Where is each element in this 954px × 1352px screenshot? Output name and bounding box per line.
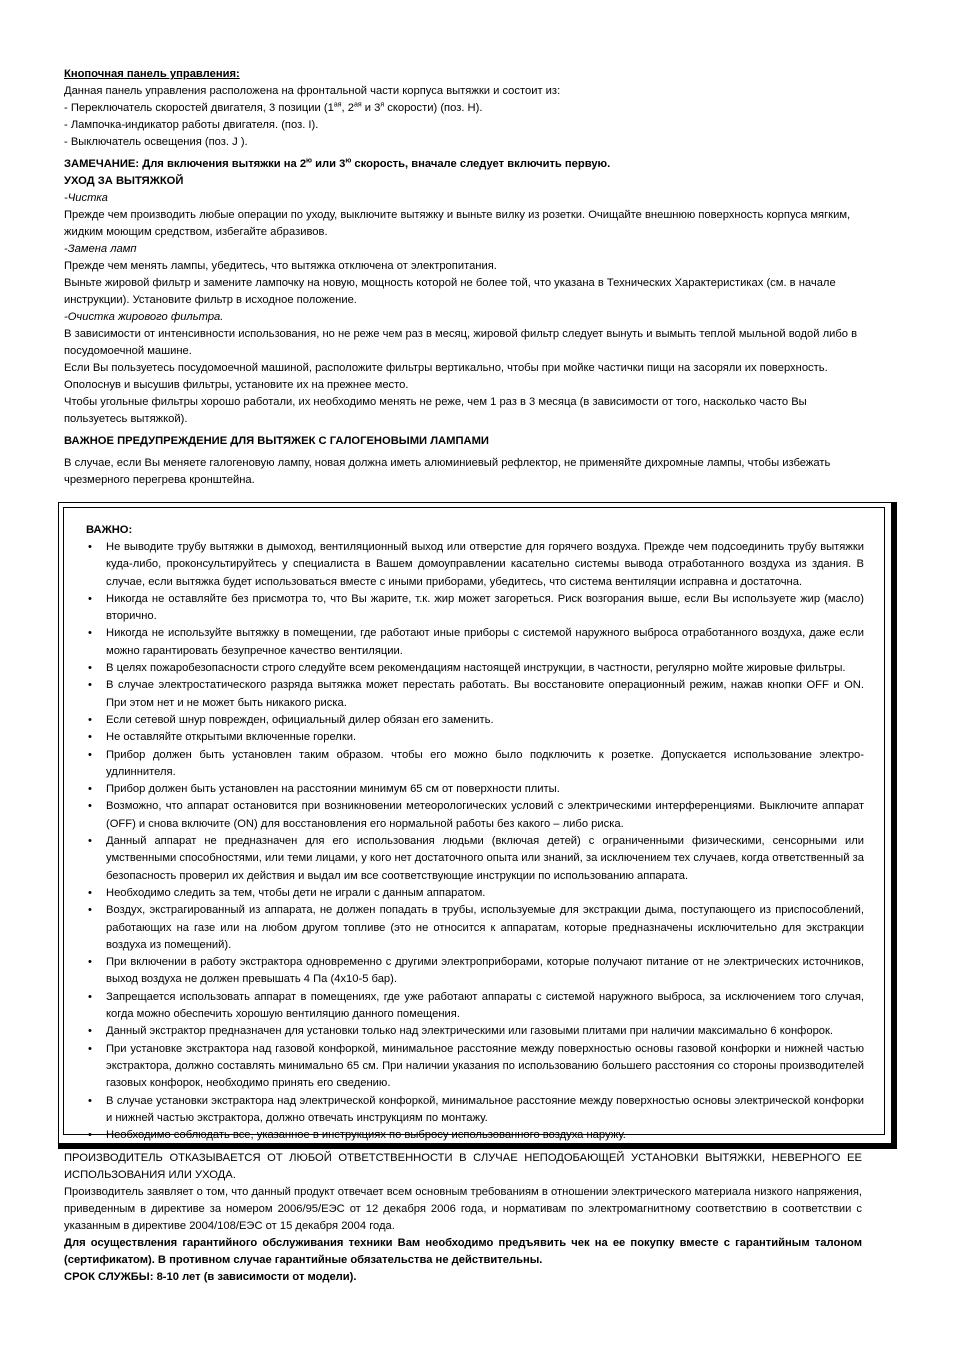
bullet-icon: • bbox=[88, 956, 92, 969]
bullet-icon: • bbox=[88, 679, 92, 692]
important-item: • Не оставляйте открытыми включенные горелки. bbox=[86, 729, 864, 746]
important-item: • При включении в работу экстрактора одновременно с другими электроприборами, которые получают питание от не электрических источников, выход воздуха не должен превышать 4 Па (4х10-5 бар). bbox=[88, 956, 864, 986]
warranty-note: Для осуществления гарантийного обслуживания техники Вам необходимо предъявить чек на ее покупку вместе с гарантийным талоном (сертификатом). В противном случае гарантийные обязательства не действительны. bbox=[64, 1237, 862, 1266]
important-item: • Необходимо следить за тем, чтобы дети не играли с данным аппаратом. bbox=[86, 885, 864, 902]
filter-text-1: В зависимости от интенсивности использования, но не реже чем раз в месяц, жировой фильтр следует вынуть и вымыть теплой мыльной водой либо в посудомоечной машине. bbox=[64, 328, 858, 357]
page-top bbox=[64, 66, 868, 489]
bullet-icon: • bbox=[88, 1094, 92, 1107]
important-item: • Данный экстрактор предназначен для установки только над электрическими или газовыми плитами при наличии максимально 6 конфорок. bbox=[86, 1023, 864, 1040]
important-item: • В случае электростатического разряда вытяжка может перестать работать. Вы восстановите операционный режим, нажав кнопки OFF и ON. При этом нет и не может быть никакого риска. bbox=[88, 679, 864, 709]
filter-text-2: Если Вы пользуетесь посудомоечной машиной, расположите фильтры вертикально, чтобы при мойке частички пищи на засоряли их поверхность. Ополоснув и высушив фильтры, установите их на прежнее место. bbox=[64, 362, 828, 391]
important-item: • Воздух, экстрагированный из аппарата, не должен попадать в трубы, используемые для экстракции дыма, поступающего из приспособлений, работающих на газе или на любом другом топливе (это не относится к аппаратам, которые предназначены исключительно для экстракции воздуха из помещений). bbox=[88, 904, 864, 951]
important-item: • Если сетевой шнур поврежден, официальный дилер обязан его заменить. bbox=[86, 712, 864, 729]
important-item: • Возможно, что аппарат остановится при возникновении метеорологических условий с электрическими интерференциями. Выключите аппарат (OFF) и снова включите (ON) для восстановления его нормальной работы без какого – либо риска. bbox=[88, 800, 864, 830]
bullet-icon: • bbox=[88, 886, 92, 899]
disclaimer: ПРОИЗВОДИТЕЛЬ ОТКАЗЫВАЕТСЯ ОТ ЛЮБОЙ ОТВЕТСТВЕННОСТИ В СЛУЧАЕ НЕПОДОБАЮЩЕЙ УСТАНОВКИ ВЫТЯЖКИ, НЕВЕРНОГО ЕЕ ИСПОЛЬЗОВАНИЯ ИЛИ УХОДА. bbox=[64, 1152, 862, 1181]
halogen-heading: ВАЖНОЕ ПРЕДУПРЕЖДЕНИЕ ДЛЯ ВЫТЯЖЕК С ГАЛОГЕНОВЫМИ ЛАМПАМИ bbox=[64, 435, 489, 447]
lamp-text-1: Прежде чем менять лампы, убедитесь, что вытяжка отключена от электропитания. bbox=[64, 260, 497, 272]
control-panel-item-speed: - Переключатель скоростей двигателя, 3 позиции ($1^{ая}$, $2^{ая}$ и $3^я$ скорости) (поз. H). bbox=[64, 101, 483, 114]
filter-text-3: Чтобы угольные фильтры хорошо работали, их необходимо менять не реже, чем 1 раз в 3 месяца (в зависимости от того, насколько часто Вы пользуетесь вытяжкой). bbox=[64, 396, 807, 425]
compliance-statement: Производитель заявляет о том, что данный продукт отвечает всем основным требованиям в отношении электрического материала низкого напряжения, приведенным в директиве за номером 2006/95/ЕЭС от 12 декабря 2006 года, и нормативам по электромагнитному соответствию в соответствии с указанным в директиве 2004/108/ЕЭС от 15 декабря 2004 года. bbox=[64, 1186, 862, 1232]
filter-title: -Очистка жирового фильтра. bbox=[64, 311, 224, 323]
halogen-text: В случае, если Вы меняете галогеновую лампу, новая должна иметь алюминиевый рефлектор, не применяйте дихромные лампы, чтобы избежать чрезмерного перегрева кронштейна. bbox=[64, 457, 831, 486]
important-item: • Данный аппарат не предназначен для его использования людьми (включая детей) с ограниченными физическими, сенсорными или умственными способностями, или теми лицами, у кого нет достаточного опыта или знаний, за исключением тех случаев, когда ответственный за безопасность проверил их действия и выдал им все соответствующие инструкции по использованию аппарата. bbox=[88, 835, 864, 882]
important-list bbox=[86, 539, 864, 1144]
cleaning-text: Прежде чем производить любые операции по уходу, выключите вытяжку и выньте вилку из розетки. Очищайте внешнюю поверхность корпуса мягким, жидким моющим средством, избегайте абразивов. bbox=[64, 209, 851, 238]
bullet-icon: • bbox=[88, 904, 92, 917]
lamp-text-2: Выньте жировой фильтр и замените лампочку на новую, мощность которой не более той, что указана в Технических Характеристиках (см. в начале инструкции). Установите фильтр в исходное положение. bbox=[64, 277, 836, 306]
bullet-icon: • bbox=[88, 748, 92, 761]
important-box-inner bbox=[63, 507, 885, 1142]
lamp-title: -Замена ламп bbox=[64, 243, 137, 255]
bullet-icon: • bbox=[88, 592, 92, 605]
bullet-icon: • bbox=[88, 835, 92, 848]
important-item: • Никогда не используйте вытяжку в помещении, где работают иные приборы с системой наружного выброса отработанного воздуха, даже если можно гарантировать безупречное качество вентиляции. bbox=[88, 627, 864, 657]
bullet-icon: • bbox=[88, 627, 92, 640]
care-heading: УХОД ЗА ВЫТЯЖКОЙ bbox=[64, 175, 184, 187]
important-item: • Никогда не оставляйте без присмотра то, что Вы жарите, т.к. жир может загореться. Риск возгорания выше, если Вы используете жир (масло) вторично. bbox=[88, 592, 864, 623]
control-panel-heading: Кнопочная панель управления: bbox=[64, 68, 240, 80]
bullet-icon: • bbox=[88, 1025, 92, 1038]
bullet-icon: • bbox=[88, 1042, 92, 1055]
bullet-icon: • bbox=[88, 990, 92, 1003]
bullet-icon: • bbox=[88, 783, 92, 796]
bullet-icon: • bbox=[88, 731, 92, 744]
page-bottom bbox=[64, 1150, 862, 1286]
important-item: • При установке экстрактора над газовой конфоркой, минимальное расстояние между поверхностью основы газовой конфорки и нижней частью экстрактора, должно составлять минимально 65 см. При наличии указания по использованию большего расстояния со стороны производителей газовых конфорок, необходимо принять его сведению. bbox=[88, 1042, 864, 1090]
important-box bbox=[58, 502, 897, 1149]
important-item: • Прибор должен быть установлен таким образом. чтобы его можно было подключить к розетке. Допускается использование электро-удлиннителя. bbox=[88, 748, 864, 778]
bullet-icon: • bbox=[88, 541, 92, 553]
speed-note: ЗАМЕЧАНИЕ: Для включения вытяжки на $2^ю$ или $3^ю$ скорость, вначале следует включить первую. bbox=[64, 157, 611, 170]
important-title: ВАЖНО: bbox=[86, 524, 133, 536]
bullet-icon: • bbox=[88, 800, 92, 813]
control-panel-intro: Данная панель управления расположена на фронтальной части корпуса вытяжки и состоит из: bbox=[64, 85, 561, 97]
important-item: • Запрещается использовать аппарат в помещениях, где уже работают аппараты с системой наружного выброса, за исключением того случая, когда можно обеспечить хорошую вентиляцию данного помещения. bbox=[88, 990, 864, 1021]
control-panel-item-indicator: - Лампочка-индикатор работы двигателя. (поз. I). bbox=[64, 119, 319, 131]
bullet-icon: • bbox=[88, 713, 92, 726]
service-life: СРОК СЛУЖБЫ: 8-10 лет (в зависимости от модели). bbox=[64, 1271, 357, 1283]
important-item: • В случае установки экстрактора над электрической конфоркой, минимальное расстояние между поверхностью основы электрической конфорки и нижней частью экстрактора, должно отвечать инструкциям по монтажу. bbox=[88, 1094, 864, 1124]
important-item: • В целях пожаробезопасности строго следуйте всем рекомендациям настоящей инструкции, в частности, регулярно мойте жировые фильтры. bbox=[86, 660, 864, 677]
bullet-icon: • bbox=[88, 1129, 92, 1142]
important-item: • Необходимо соблюдать все, указанное в инструкциях по выбросу использованного воздуха наружу. bbox=[86, 1127, 864, 1144]
cleaning-title: -Чистка bbox=[64, 192, 108, 204]
important-item: • Не выводите трубу вытяжки в дымоход, вентиляционный выход или отверстие для горячего воздуха. Прежде чем подсоединить трубу вытяжки куда-либо, проконсультируйтесь у специалиста в Вашем домоуправлении касательно системы вывода отработанного воздуха из здания. В случае, если вытяжка будет использоваться вместе с иными приборами, убедитесь, что система вентиляции исправна и достаточна. bbox=[88, 541, 864, 588]
important-item: • Прибор должен быть установлен на расстоянии минимум 65 см от поверхности плиты. bbox=[86, 781, 864, 798]
bullet-icon: • bbox=[88, 662, 92, 675]
control-panel-item-light: - Выключатель освещения (поз. J ). bbox=[64, 136, 248, 148]
